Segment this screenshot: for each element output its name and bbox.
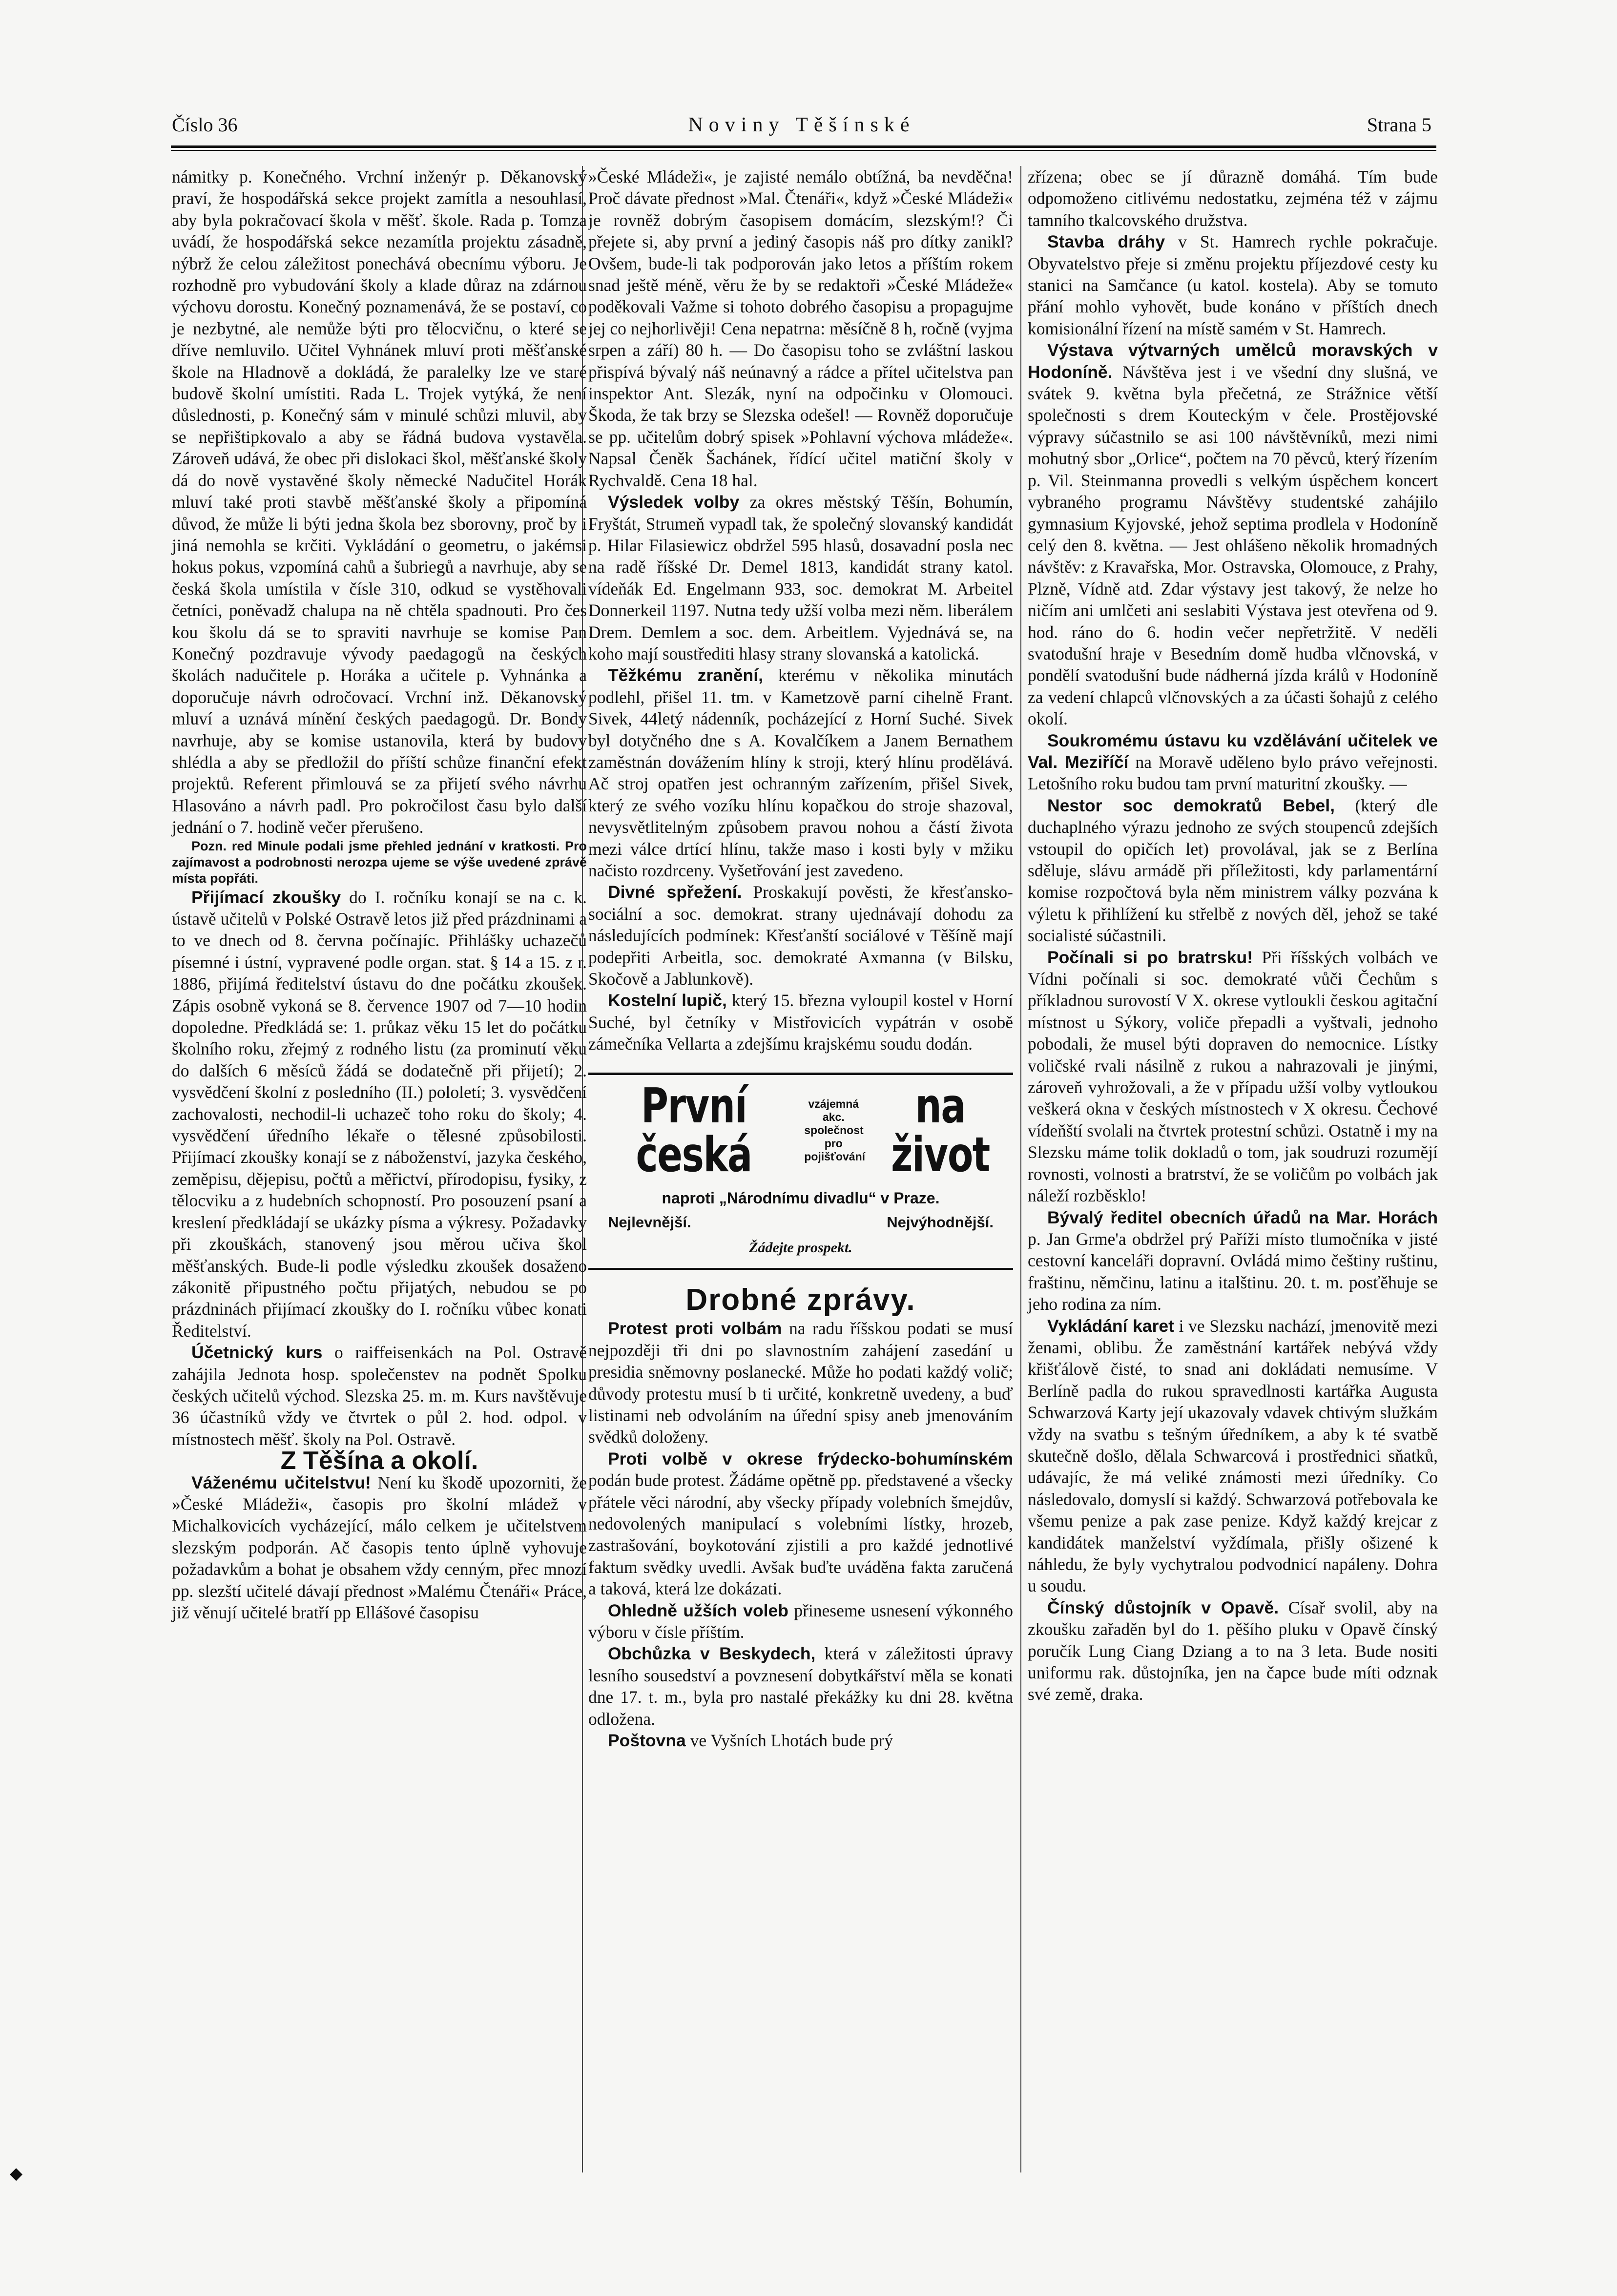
article-body: o raiffeisenkách na Pol. Ostravě zahájila Jednota hosp. společenstev na podnět Spolku českých učitelů východ. Slezska 25. m. m. Kurs navštěvuje 36 účastníků vždy ve čtvrtek o půl 2. hod. odpol. v místnostech měšť. školy na Pol. Ostravě. [172, 1343, 587, 1449]
article-kostelni-lupic [588, 990, 1013, 1055]
article-body: Proskakují pověsti, že křesťansko-sociální a soc. demokrat. strany ujednávají dohodu za následujících podmínek: Křesťanští sociálové v Těšíně mají podepřiti Arbeitla, soc. demokraté Axmanna (v Bilsku, Skočově a Jablunkově). [588, 882, 1013, 989]
article-heading: Výstava výtvarných umělců moravských v Hodoníně. [1028, 340, 1438, 382]
article-heading: Čínský důstojník v Opavě. [1047, 1597, 1279, 1617]
article-obchuzka [588, 1643, 1013, 1730]
article-heading: Účetnický kurs [191, 1343, 323, 1363]
article-body: podán bude protest. Žádáme opětně pp. představené a všecky přátele věci národní, aby všecky případy volebních šmejdův, nedovolených manipulací s volebními lístky, hrozeb, zastrašování, boykotování zjistili a pro každé jednotlivé faktum svědky uvedli. Avšak buďte uváděna fakta zaručená a taková, která lze dokázati. [588, 1470, 1013, 1599]
article-protest [588, 1318, 1013, 1448]
ad-headline-left: První česká [636, 1078, 752, 1183]
article-vykladani-karet [1028, 1315, 1438, 1597]
article-byvaly-reditel [1028, 1207, 1438, 1315]
article-body: (který dle duchaplného výrazu jednoho ze svých stoupenců zdejších vstoupil do opičích let) provolával, jak se z Berlína sděluje, slávu armádě při příležitosti, kdy parlamentární komise rozpočtová byla něm ministrem války pozvána k výletu k přihlížení ku střelbě z nových děl, jehož se také socialisté súčastnili. [1028, 795, 1438, 946]
article-continuation: zřízena; obec se jí důrazně domáhá. Tím bude odpomoženo citlivému nedostatku, zejména též v zájmu tamního tkalcovského družstva. [1028, 167, 1438, 230]
article-body: přineseme usnesení výkonného výboru v čísle příštím. [588, 1600, 1013, 1642]
article-bebel [1028, 795, 1438, 947]
article-heading: Přijímací zkoušky [191, 887, 341, 907]
article-heading: Kostelní lupič, [608, 991, 727, 1011]
article-soukromy-ustav [1028, 730, 1438, 795]
article-heading: Poštovna [608, 1731, 686, 1750]
header-rule [171, 145, 1436, 151]
article-body: na Moravě uděleno bylo právo veřejnosti. Letošního roku budou tam první maturitní zkoušky. — [1028, 752, 1438, 794]
article-continuation: »České Mládeži«, je zajisté nemálo obtížná, ba nevděčna! Proč dávate přednost »Mal. Čtenáři«, když »České Mládeži« je rovněž dobrým časopisem domácím, slezským!? Či přejete si, aby první a jediný časopis náš pro dítky zanikl? Ovšem, bude-li tak podporován jako letos a příštím rokem snad ještě méně, věru že by se redaktoři »České Mládeže« poděkovali Važme si tohoto dobrého časopisu a propagujme jej co nejhorlivěji! Cena nepatrna: měsíčně 8 h, ročně (vyjma srpen a září) 80 h. — Do časopisu toho se zvláštní laskou přispívá bývalý náš neúnavný a rádce a přítel učitelstva pan inspektor Ant. Slezák, nyní na odpočinku v Olomouci. Škoda, že tak brzy se Slezska odešel! — Rovněž doporučuje se pp. učitelům dobrý spisek »Pohlavní výchova mládeže«. Napsal Čeněk Šachánek, řídící učitel matiční školy v Rychvaldě. Cena 18 hal. [588, 167, 1013, 490]
article-heading: Výsledek volby [608, 492, 740, 512]
article-postovna [588, 1730, 1013, 1751]
article-body: který 15. března vyloupil kostel v Horní Suché, byl četníky v Mistřovicích vypátrán v osobě zámečníka Vellarta a zdejšímu krajskému soudu dodán. [588, 991, 1013, 1054]
scan-marker-icon: ◆ [10, 2165, 23, 2183]
article-heading: Divné spřežení. [608, 882, 742, 902]
article-divne-sprezeni [588, 881, 1013, 990]
page-number: Strana 5 [1367, 114, 1431, 136]
insurance-advertisement [588, 1073, 1013, 1270]
article-vazenemu-ucitelstvu [172, 1472, 587, 1624]
article-heading: Nestor soc demokratů Bebel, [1047, 795, 1335, 815]
article-heading: Počínali si po bratrsku! [1047, 947, 1253, 967]
article-body: kterému v několika minutách podlehl, přišel 11. tm. v Kametzově parní cihelně Frant. Sivek, 44letý nádenník, pocházející z Horní Suché. Sivek byl dotyčného dne s A. Kovalčíkem a Janem Bernathem zaměstnán dovážením hlíny k stroji, který hlínu prodělává. Ač stroj opatřen jest ochranným zařízením, přišel Sivek, který ze svého vozíku hlínu kopačkou do stroje shazoval, nevysvětlitelným způsobem pravou nohou a částí života mezi válce drtící hlínu, takže maso i kosti byly v mžiku načisto rozdrceny. Vyšetřování jest zavedeno. [588, 665, 1013, 880]
article-heading: Obchůzka v Beskydech, [608, 1644, 816, 1664]
section-title: Drobné zprávy. [685, 1282, 916, 1317]
article-heading: Proti volbě v okrese frýdecko-bohumínském [608, 1448, 1013, 1469]
article-body: i ve Slezsku nachází, jmenovitě mezi ženami, oblibu. Že zaměstnání kartářek nebývá vždy křišťálově čisté, to snad ani dokládati nemusíme. V Berlíně padla do rukou spravedlnosti kartářka Augusta Schwarzová Karty její ukazovaly vdavek chtivým služkám vždy na svatbu s tešným úředníkem, a aby k té svatbě skutečně došlo, dělala Schwarcová i prostřednici sňatků, udávajíc, že má veliké známosti mezi úředníky. Co následovalo, domyslí si každý. Schwarzová potřebovala ke všemu penize a pak zase penize. Když každý krejcar z kandidátek manželství vyždímala, přišly ošizené k náhledu, že byly vychytralou podvodnicí napáleny. Dohra u soudu. [1028, 1316, 1438, 1596]
article-body: ve Vyšních Lhotách bude prý [685, 1731, 893, 1750]
article-body: do I. ročníku konají se na c. k. ústavě učitelů v Polské Ostravě letos již před prázdninami a to ve dnech od 8. června počínajíc. Přihlášky uchazečů písemné i ústní, vypravené podle organ. stat. § 14 a 15. z r. 1886, přijímá ředitelství ústavu do dne počátku zkoušek. Zápis osobně vykoná se 8. července 1907 od 7—10 hodin dopoledne. Předkládá se: 1. průkaz věku 15 let do počátku školního roku, zřejmý z rodného listu (za prominutí věku do dalších 6 měsíců žádá se dodatečně při přijetí); 2. vysvědčení školní z posledního (II.) pololetí; 3. vysvědčení zachovalosti, nechodil-li uchazeč toho roku do školy; 4. vysvědčení úředního lékaře o tělesné způsobilosti. Přijímací zkoušky konají se z náboženství, jazyka českého, zeměpisu, dějepisu, počtů a měřictví, přírodopisu, fysiky, z tělocviku a z hudebních schopností. Pro posouzení psaní a kreslení předkládají se ukázky písma a výkresy. Požadavky při zkouškách, stanovený jsou měrou učiva škol měšťanských. Bude-li podle výsledku zkoušek dosaženo zákonitě připustného počtu přijatých, nebudou se po prázdninách přijímací zkoušky do I. ročníku vůbec konati Ředitelství. [172, 887, 587, 1341]
column-2 [588, 166, 1013, 1751]
section-title: Z Těšína a okolí. [280, 1447, 478, 1475]
column-divider [1020, 166, 1021, 2172]
article-ucetnicky-kurs [172, 1342, 587, 1450]
article-body: v St. Hamrech rychle pokračuje. Obyvatelstvo přeje si změnu projektu příjezdové cesty ku stanici na Samčance (u katol. kostela). Aby se tomuto přání mohlo vyhovět, bude konáno v příštích dnech komisionální řízení na místě samém v St. Hamrech. [1028, 232, 1438, 338]
article-vysledek-volby [588, 491, 1013, 664]
article-body: za okres městský Těšín, Bohumín, Fryštát, Strumeň vypadl tak, že společný slovanský kandidát p. Hilar Filasiewicz obdržel 595 hlasů, dosavadní posla nec na radě říšské Dr. Demel 1813, kandidát strany katol. vídeňák Ed. Engelmann 933, soc. demokrat M. Arbeitel Donnerkeil 1197. Nutna tedy užší volba mezi něm. liberálem Drem. Demlem a soc. dem. Arbeitlem. Vyjednává se, na koho mají soustřediti hlasy strany slovanská a katolická. [588, 492, 1014, 663]
article-heading: Stavba dráhy [1047, 232, 1165, 252]
issue-number: Číslo 36 [172, 114, 238, 136]
editor-note: Pozn. red Minule podali jsme přehled jednání v kratkosti. Pro zajímavost a podrobnosti nerozpa ujeme se výše uvedené zprávě místa popřáti. [172, 838, 587, 886]
article-heading: Bývalý ředitel obecních úřadů na Mar. Horách [1047, 1207, 1438, 1227]
article-body: p. Jan Grme'a obdržel prý Paříži místo tlumočníka v jisté cestovní kanceláři dopravní. Ovládá mimo češtiny ruštinu, fraštinu, němčinu, latinu a italštinu. 20. t. m. posťěhuje se jeho rodina za ním. [1028, 1229, 1438, 1314]
page-header [172, 113, 1431, 143]
article-cinsky-dustojnik [1028, 1597, 1438, 1705]
article-body: na radu říšskou podati se musí nejpozději tři dni po slavnostním zahájení zasedání u presidia sněmovny poslanecké. Může ho podati každý volič; důvody protestu musí b ti určité, konkretně uvedeny, a buď listinami neb odvoláním na úřední spisy aneb jmenováním svědků doloženy. [588, 1319, 1013, 1447]
article-bratrsky [1028, 947, 1438, 1207]
ad-address: naproti „Národnímu divadlu“ v Praze. [662, 1189, 940, 1207]
article-body: Návštěva jest i ve všední dny slušná, ve svátek 9. května byla přečetná, ze Strážnice větší společnosti s drem Kouteckým v čele. Prostějovské výpravy súčastnilo se asi 100 návštěvníků, mezi nimi mohutný sbor „Orlice“, počtem na 70 pěvců, který řízením p. Vil. Steinmanna provedli s velkým úspěchem koncert vybraného programu Návštěvy studentské zahájilo gymnasium Kyjovské, jehož septima prodlela v Hodoníně celý den 8. května. — Jest ohlášeno několik hromadných návštěv: z Kravařska, Mor. Ostravska, Olomouce, z Prahy, Plzně, Vídně atd. Zdar výstavy jest takový, že nelze ho ničím ani umlčeti ani seslabiti Výstava jest otevřena od 9. hod. ráno do 6. hodin večer nepřetržitě. V neděli svatodušní hraje v Besedním domě hudba vlčnovská, v pondělí svatodušní bude nádherná jízda králů v Hodoníně za vedení chlapců vlčnovských a za účasti šohajů z celého okolí. [1028, 362, 1438, 729]
article-heading: Protest proti volbám [608, 1319, 782, 1339]
ad-call-to-action: Žádejte prospekt. [749, 1240, 852, 1256]
ad-slogan-left: Nejlevnější. [608, 1214, 691, 1231]
article-uzsi-volby [588, 1600, 1013, 1643]
ad-headline-right: na život [891, 1078, 990, 1183]
article-heading: Ohledně užších voleb [608, 1600, 788, 1620]
article-tezke-zraneni [588, 664, 1013, 881]
article-body: Při říšských volbách ve Vídni počínali si soc. demokraté vůči Čechům s příkladnou surovostí V X. okrese vytloukli českou agitační místnost u Sýkory, voliče přepadli a vyštvali, jednoho pobodali, že musel býti dopraven do nemocnice. Lístky voličské rvali násilně z rukou a nahrazovali je jinými, zároveň vyhrožovali, a že v případu užší volby vytloukou veškerá okna v českých místnostech v X okresu. Čechové vídeňští svolali na čtvrtek protestní schůzi. Ostatně i my na Slezsku máme tolik dokladů o tom, jak soudruzi rozumějí rovnosti, volnosti a bratrství, že se voličům po volbách jak náleží rozběsklo! [1028, 947, 1438, 1206]
article-prijimaci-zkousky [172, 887, 587, 1342]
column-3 [1028, 166, 1438, 1705]
masthead-title: Noviny Těšínské [688, 114, 915, 136]
article-continuation: námitky p. Konečného. Vrchní inženýr p. Děkanovský praví, že hospodářská sekce projekt zamítla a nesouhlasí, aby byla pokračovací škola v měšť. škole. Rada p. Tomza uvádí, že hospodářská sekce nezamítla projektu zásadně, nýbrž že celou záležitost ponechává obecnímu výboru. Je rozhodně pro vybudování školy a klade důraz na zdárnou výchovu dorostu. Konečný poznamenává, že se postaví, co je nezbytné, ale nemůže býti pro tělocvičnu, o které se dříve nemluvilo. Učitel Vyhnánek mluví proti měšťanské škole na Hladnově a dokládá, že paralelky lze ve staré budově školní umístiti. Rada L. Trojek vytýká, že není důslednosti, p. Konečný sám v minulé schůzi mluvil, aby se nepřištipkovalo a aby se řádná budova vystavěla. Zároveň udává, že obec při dislokaci škol, měšťanské školy dá do nově vystavěné školy německé Nadučitel Horák mluví také proti stavbě měšťanské školy a připomíná důvod, že může li býti jedna škola bez sborovny, proč by i jiná nemohla se krčiti. Vykládání o geometru, o jakémsi hokus pokus, vzpomíná cahů a šubriegů a navrhuje, aby se česká škola umístila v čísle 310, odkud se vystěhovali četníci, poněvadž chalupa na ně chtěla spadnouti. Pro čes kou školu dá se to spraviti navrhuje se komise Pan Konečný pozdravuje vývody paedagogů na českých školách nadučitele p. Horáka a učitele p. Vyhnánka a doporučuje návrh odročovací. Vrchní inž. Děkanovský mluví a uznává mínění českých paedagogů. Dr. Bondy navrhuje, aby se komise ustanovila, která by budovy shlédla a aby se předložil do příští schůze finanční efekt projektů. Referent přimlouvá se za přijetí svého návrhu Hlasováno a návrh padl. Pro pokročilost času bylo další jednání o 7. hodině večer přerušeno. [172, 167, 587, 837]
article-body: která v záležitosti úpravy lesního sousedství a povznesení dobytkářství měla se konati dne 17. t. m., byla pro nastalé překážky ku dni 28. května odložena. [588, 1644, 1013, 1729]
article-vystava [1028, 339, 1438, 729]
article-heading: Váženému učitelstvu! [191, 1472, 371, 1492]
article-proti-volbe [588, 1448, 1013, 1600]
ad-slogan-right: Nejvýhodnější. [887, 1214, 994, 1231]
ad-company-type: vzájemná akc. společnost pro pojišťování [804, 1097, 866, 1163]
article-body: Císař svolil, aby na zkoušku zařaděn byl do 1. pěšího pluku v Opavě čínský poručík Lung Ciang Dziang a to na 3 leta. Bude nositi uniformu rak. důstojníka, jen na čapce bude míti odznak své země, draka. [1028, 1597, 1438, 1704]
article-heading: Vykládání karet [1047, 1316, 1174, 1336]
article-heading: Soukromému ústavu ku vzdělávání učitelek ve Val. Meziříčí [1028, 730, 1438, 772]
article-stavba-drahy [1028, 231, 1438, 339]
article-heading: Těžkému zranění, [608, 665, 763, 685]
article-body: Není ku škodě upozorniti, že »České Mládeži«, časopis pro školní mládež v Michalkovicích vycházející, málo celkem je učitelstvem slezským podporán. Ač časopis tento úplně vyhovuje požadavkům a bohat je obsahem vždy cenným, přec mnozí pp. slezští učitelé dávají přednost »Malému Čtenáři« Práce, již věnují učitelé bratří pp Ellášové časopisu [172, 1472, 587, 1622]
column-1 [172, 166, 587, 1623]
